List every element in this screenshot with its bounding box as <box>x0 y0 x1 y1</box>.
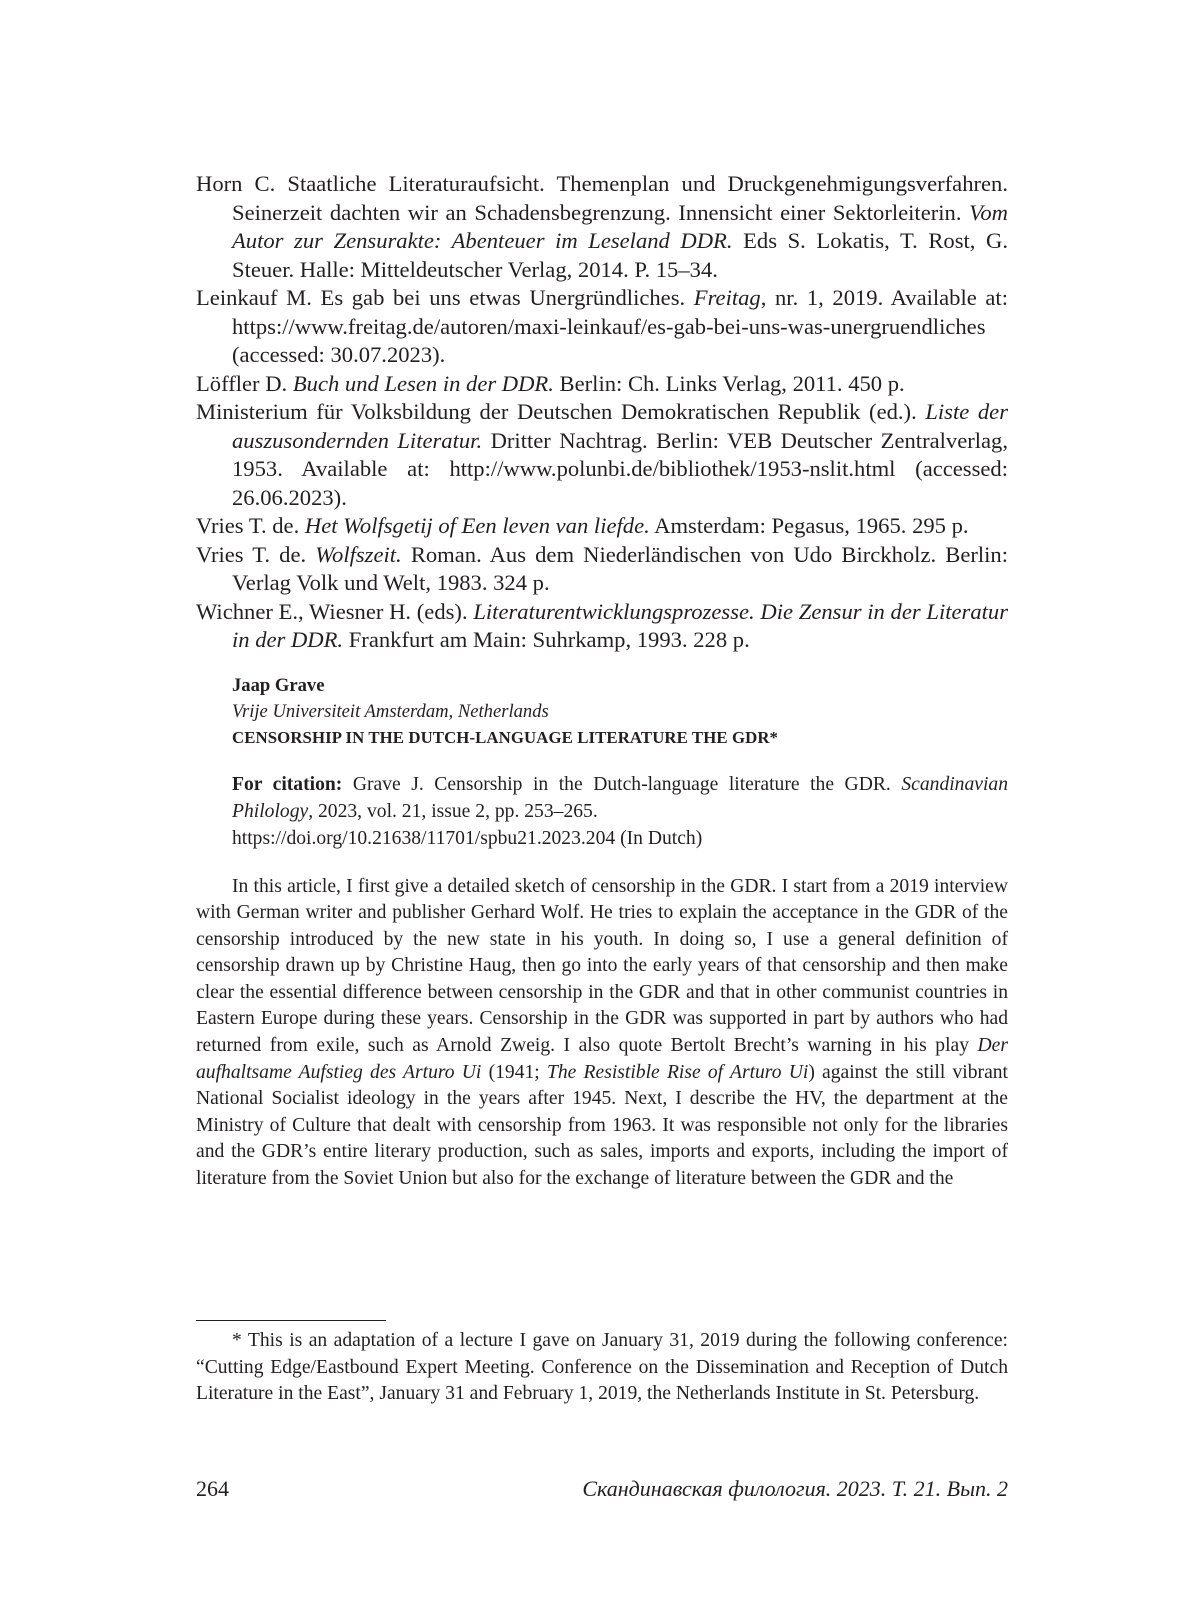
reference-item: Leinkauf M. Es gab bei uns etwas Unergründliches. Freitag, nr. 1, 2019. Available at: https://www.freitag.de/autoren/maxi-leinkauf/es-gab-bei-uns-was-unergruendliches (accessed: 30.07.2023). <box>196 285 1008 367</box>
footnote-divider <box>196 1320 386 1321</box>
reference-item: Wichner E., Wiesner H. (eds). Literaturentwicklungsprozesse. Die Zensur in der Literatur in der DDR. Frankfurt am Main: Suhrkamp, 1993. 228 p. <box>196 598 1008 652</box>
reference-list <box>196 170 1008 655</box>
article-header <box>196 673 1008 852</box>
author-name: Jaap Grave <box>232 674 325 696</box>
citation: For citation: Grave J. Censorship in the Dutch-language literature the GDR. Scandinavian Philology, 2023, vol. 21, issue 2, pp. 253–265. https://doi.org/10.21638/11701/spbu21.2023.204 (In Dutch) <box>232 773 1009 849</box>
reference-item: Löffler D. Buch und Lesen in der DDR. Berlin: Ch. Links Verlag, 2011. 450 p. <box>196 370 905 396</box>
citation-label: For citation: <box>232 773 343 795</box>
abstract-paragraph: In this article, I first give a detailed sketch of censorship in the GDR. I start from a 2019 interview with German writer and publisher Gerhard Wolf. He tries to explain the acceptance in the GDR of the censorship introduced by the new state in his youth. In doing so, I use a general definition of censorship drawn up by Christine Haug, then go into the early years of that censorship and then make clear the essential difference between censorship in the GDR and that in other communist countries in Eastern Europe during these years. Censorship in the GDR was supported in part by authors who had returned from exile, such as Arnold Zweig. I also quote Bertolt Brecht’s warning in his play Der aufhaltsame Aufstieg des Arturo Ui (1941; The Resistible Rise of Arturo Ui) against the still vibrant National Socialist ideology in the years after 1945. Next, I describe the HV, the department at the Ministry of Culture that dealt with censorship from 1963. It was responsible not only for the libraries and the GDR’s entire literary production, such as sales, imports and exports, including the import of literature from the Soviet Union but also for the exchange of literature between the GDR and the <box>196 875 1009 1190</box>
page-content <box>196 170 1008 1193</box>
author-affiliation: Vrije Universiteit Amsterdam, Netherlands <box>232 700 549 722</box>
reference-item: Vries T. de. Wolfszeit. Roman. Aus dem Niederländischen von Udo Birckholz. Berlin: Verlag Volk und Welt, 1983. 324 p. <box>196 541 1008 595</box>
reference-item: Ministerium für Volksbildung der Deutschen Demokratischen Republik (ed.). Liste der auszusondernden Literatur. Dritter Nachtrag. Berlin: VEB Deutscher Zentralverlag, 1953. Available at: http://www.polunbi.de/bibliothek/1953-nslit.html (accessed: 26.06.2023). <box>196 399 1008 510</box>
doi-link[interactable]: https://doi.org/10.21638/11701/spbu21.2023.204 (In Dutch) <box>232 827 703 849</box>
page-number: 264 <box>196 1476 229 1501</box>
reference-item: Vries T. de. Het Wolfsgetij of Een leven van liefde. Amsterdam: Pegasus, 1965. 295 p. <box>196 513 969 538</box>
article-title: CENSORSHIP IN THE DUTCH-LANGUAGE LITERATURE THE GDR* <box>232 727 779 747</box>
footnote: * This is an adaptation of a lecture I gave on January 31, 2019 during the following conference: “Cutting Edge/Eastbound Expert Meeting. Conference on the Dissemination and Reception of Dutch Literature in the East”, January 31 and February 1, 2019, the Netherlands Institute in St. Petersburg. <box>196 1330 1008 1405</box>
journal-running-footer: Скандинавская филология. 2023. Т. 21. Вып. 2 <box>582 1476 1008 1501</box>
reference-item: Horn C. Staatliche Literaturaufsicht. Themenplan und Druckgenehmigungsverfahren. Seinerzeit dachten wir an Schadensbegrenzung. Innensicht einer Sektorleiterin. Vom Autor zur Zensurakte: Abenteuer im Leseland DDR. Eds S. Lokatis, T. Rost, G. Steuer. Halle: Mitteldeutscher Verlag, 2014. P. 15–34. <box>196 171 1008 282</box>
